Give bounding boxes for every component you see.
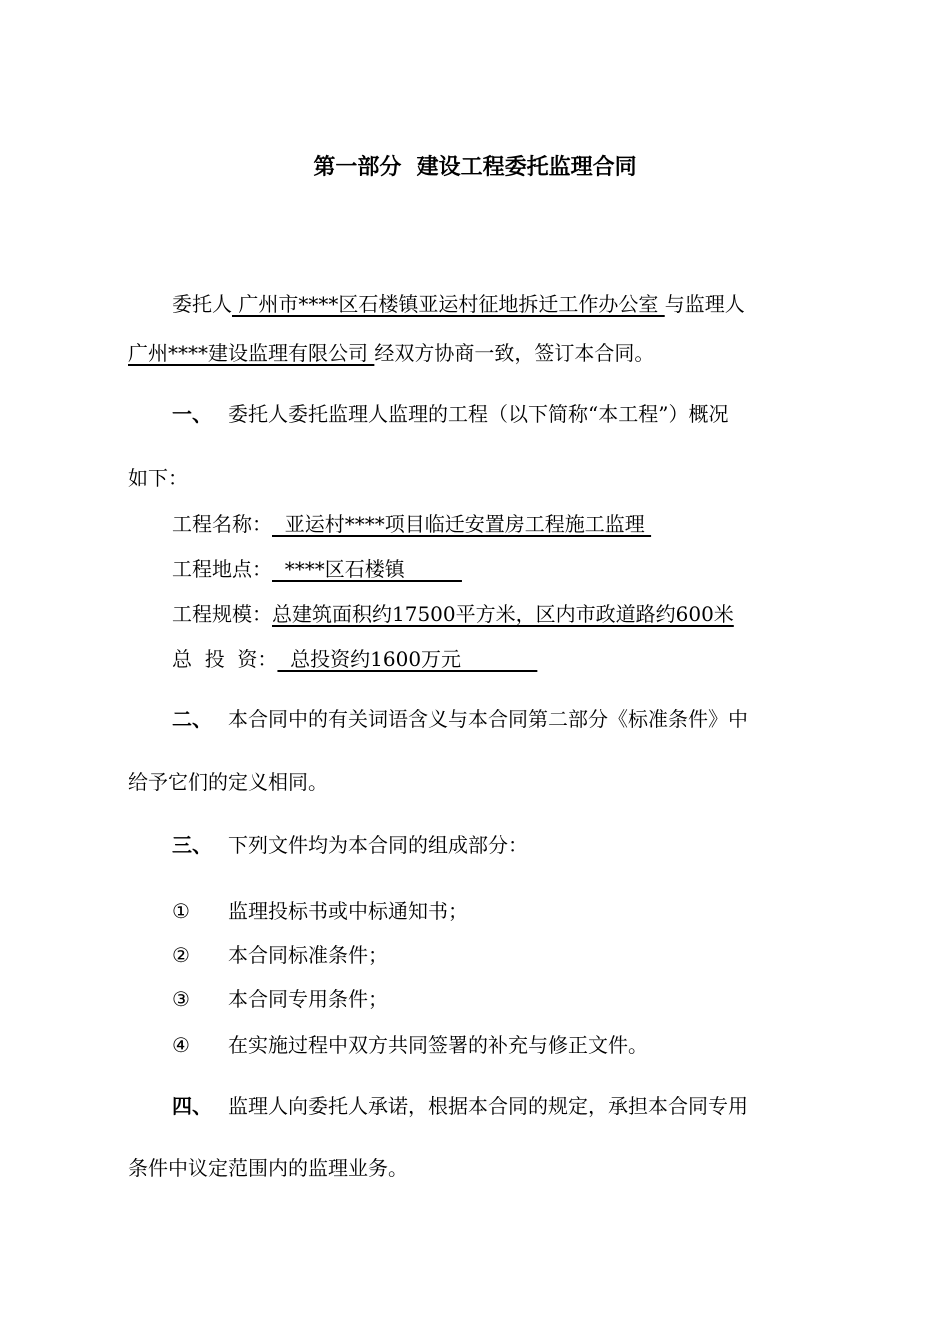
list-item-text: 本合同标准条件； (228, 943, 388, 967)
project-name-value: 亚运村****项目临迁安置房工程施工监理 (272, 512, 652, 536)
section-4-text: 监理人向委托人承诺，根据本合同的规定，承担本合同专用 (228, 1094, 748, 1118)
project-scale-label: 工程规模： (172, 602, 272, 626)
project-investment-row (172, 644, 537, 674)
list-item-number: ③ (172, 987, 190, 1011)
supervisor-label: 与监理人 (664, 292, 745, 316)
section-3-line (172, 830, 528, 860)
list-item-number: ④ (172, 1033, 190, 1057)
section-2-text: 本合同中的有关词语含义与本合同第二部分《标准条件》中 (228, 707, 748, 731)
list-item (172, 984, 388, 1014)
section-2-number: 二、 (172, 707, 212, 731)
project-investment-value: 总投资约1600万元 (277, 647, 538, 671)
section-4-line-1 (172, 1091, 748, 1121)
project-location-label: 工程地点： (172, 557, 272, 581)
client-name: 广州市****区石楼镇亚运村征地拆迁工作办公室 (232, 292, 665, 316)
project-investment-label: 总 投 资： (172, 647, 278, 671)
list-item (172, 896, 468, 926)
section-2-line-2: 给予它们的定义相同。 (128, 770, 328, 794)
intro-line-2 (128, 338, 654, 368)
supervisor-name: 广州****建设监理有限公司 (128, 341, 375, 365)
client-label: 委托人 (172, 292, 232, 316)
list-item (172, 1030, 648, 1060)
project-name-label: 工程名称： (172, 512, 272, 536)
section-3-number: 三、 (172, 833, 212, 857)
section-4-line-2: 条件中议定范围内的监理业务。 (128, 1156, 408, 1180)
section-3-text: 下列文件均为本合同的组成部分： (228, 833, 528, 857)
agreement-text: 经双方协商一致，签订本合同。 (374, 341, 655, 365)
section-1-number: 一、 (172, 402, 212, 426)
intro-line-1 (172, 289, 745, 319)
project-name-row (172, 509, 651, 539)
project-location-row (172, 554, 462, 584)
list-item-text: 本合同专用条件； (228, 987, 388, 1011)
section-1-line-2: 如下： (128, 466, 188, 490)
list-item-text: 在实施过程中双方共同签署的补充与修正文件。 (228, 1033, 648, 1057)
list-item-text: 监理投标书或中标通知书； (228, 899, 468, 923)
project-scale-value: 总建筑面积约17500平方米，区内市政道路约600米 (272, 602, 734, 626)
project-scale-row (172, 599, 734, 629)
list-item-number: ② (172, 943, 190, 967)
section-2-line-1 (172, 704, 748, 734)
section-1-text: 委托人委托监理人监理的工程（以下简称“本工程”）概况 (228, 402, 729, 426)
document-title: 第一部分 建设工程委托监理合同 (313, 155, 637, 180)
section-4-number: 四、 (172, 1094, 212, 1118)
list-item-number: ① (172, 899, 190, 923)
project-location-value: ****区石楼镇 (272, 557, 462, 581)
list-item (172, 940, 388, 970)
section-1-line-1 (172, 399, 728, 429)
